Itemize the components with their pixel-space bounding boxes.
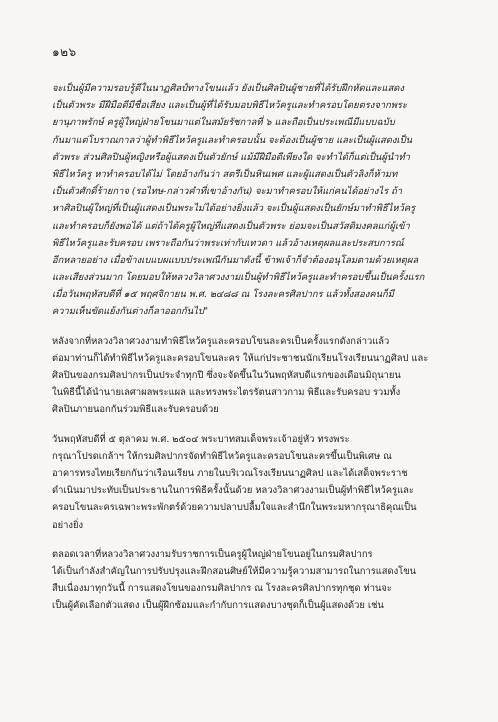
text-line: และเสียงส่วนมาก โดยมอบให้หลวงวิลาศวงงามเป็นผู้ทำพิธีไหว้ครูและทำครอบขึ้นเป็นครั้งแรก [52, 272, 425, 284]
text-line: และทำครอบก็ยังพอได้ แต่ถ้าได้ครูผู้ใหญ่ที่แสดงเป็นตัวพระ ย่อมจะเป็นสวัสดิมงคลแก่ผู้เข้า [52, 220, 410, 232]
text-line: สืบเนื่องมาทุกวันนี้ การแสดงโขนของกรมศิลปากร ณ โรงละครศิลปากรทุกชุด ท่านจะ [52, 583, 392, 595]
paragraph-gap [52, 534, 457, 546]
body-text [52, 80, 457, 614]
text-line: อาคารทรงไทยเรียกกันว่าเรือนเรียน ภายในบริเวณโรงเรียนนาฏศิลป และได้เสด็จพระราช [52, 467, 408, 479]
text-line: ในพิธีนี้ได้นำนายเลศาผลพระแผล และทรงพระไตรรัตนสาวกาม พิธีและรับครอบ รวมทั้ง [52, 387, 401, 399]
text-line: พิธีไหว้ครู หาทำครอบได้ไม่ โดยอ้างกันว่า สตรีเป็นหินเพศ และผู้แสดงเป็นตัวลิงก็ห้ามท [52, 168, 398, 180]
text-line: ได้เป็นกำลังสำคัญในการปรับปรุงและฝึกสอนศิษย์ให้มีความรู้ความสามารถในการแสดงโขน [52, 565, 417, 577]
text-line: ศิลปินภายนอกกันร่วมพิธีและรับครอบด้วย [52, 404, 219, 416]
text-line: จะเป็นผู้มีความรอบรู้ดีในนาฏศิลป์ทางโขนแล้ว ยังเป็นศิลปินผู้ชายที่ได้รับฝึกหัดและแสดง [52, 83, 404, 94]
text-line: เป็นตัวศักดิ์ร้ายกาจ (รอไทษ-กล่าวคำที่เขาอ้างกัน) จะมาทำครอบให้แก่คนได้อย่างไร ถ้า [52, 186, 403, 198]
text-line: ความเห็นขัดแย้งกันต่างก็ลาออกกันไป" [52, 306, 209, 318]
text-line: วันพฤหัสบดีที่ ๕ ตุลาคม พ.ศ. ๒๕๐๔ พระบาทสมเด็จพระเจ้าอยู่หัว ทรงพระ [52, 433, 350, 445]
paragraph-gap [52, 419, 457, 431]
text-line: ดำเนินมาประทับเป็นประธานในการพิธีครั้งนั้นด้วย หลวงวิลาศวงงามเป็นผู้ทำพิธีไหว้ครูและ [52, 485, 414, 497]
paragraph [52, 333, 457, 419]
page-number: ๑๒๖ [52, 45, 77, 59]
text-line: ตลอดเวลาที่หลวงวิลาศวงงามรับราชการเป็นครูผู้ใหญ่ฝ่ายโขนอยู่ในกรมศิลปากร [52, 548, 373, 560]
text-line: กันมาแต่โบราณกาลว่าผู้ทำพิธีไหว้ครูและทำครอบนั้น จะต้องเป็นผู้ชาย และเป็นผู้แสดงเป็น [52, 134, 412, 146]
text-line: เมื่อวันพฤหัสบดีที่ ๑๕ พฤศจิกายน พ.ศ. ๒๔๘๘ ณ โรงละครศิลปากร แล้วทั้งสองคนก็มี [52, 289, 394, 301]
text-line: หาศิลปินผู้ใหญ่ที่เป็นผู้แสดงเป็นพระไม่ได้อย่างยิ่งแล้ว จะเป็นผู้แสดงเป็นยักษ์มาทำพิธีไหว้ครู [52, 203, 416, 215]
text-line: กรุณาโปรดเกล้าฯ ให้กรมศิลปากรจัดทำพิธีไหว้ครูและครอบโขนละครขึ้นเป็นพิเศษ ณ [52, 450, 392, 462]
text-line: ตัวพระ ส่วนศิลปินผู้หญิงหรือผู้แสดงเป็นตัวยักษ์ แม้มีฝีมือดีเพียงใด จะทำได้ก็แต่เป็นผู้นำทำ [52, 151, 410, 163]
paragraph-gap [52, 321, 457, 333]
text-line: ศิลปินของกรมศิลปากรเป็นประจำทุกปี ซึ่งจะจัดขึ้นในวันพฤหัสบดีแรกของเดือนมิถุนายน [52, 370, 401, 381]
paragraph [52, 431, 457, 534]
text-line: พิธีไหว้ครูและรับครอบ เพราะถือกันว่าพระเท่ากับเทวดา แล้วอ้างเหตุผลและประสบการณ์ [52, 237, 404, 249]
text-line: อีกหลายอย่าง เมื่อข้างเบแบผแบบประเพณีกันมาดังนี้ ข้าพเจ้าก็จำต้องอนุโลมตามด้วยเหตุผล [52, 254, 419, 266]
text-line: ครอบโขนละครเฉพาะพระพักตร์ด้วยความปลาบปลื้มใจและสำนึกในพระมหากรุณาธิคุณเป็น [52, 502, 417, 514]
text-line: ต่อมาท่านก็ได้ทำพิธีไหว้ครูและครอบโขนละคร ให้แก่ประชาชนนักเรียนโรงเรียนนาฏศิลป และ [52, 352, 429, 364]
text-line: อย่างยิ่ง [52, 519, 84, 531]
text-line: ยานุภาพรักษ์ ครูผู้ใหญ่ฝ่ายโขนมาแต่ในสมัยรัชกาลที่ ๖ และถือเป็นประเพณีมีแบบฉบับ [52, 117, 395, 129]
paragraph [52, 546, 457, 615]
paragraph [52, 80, 457, 321]
text-line: เป็นผู้คัดเลือกตัวแสดง เป็นผู้ฝึกซ้อมและกำกับการแสดงบางชุดก็เป็นผู้แสดงด้วย เช่น [52, 600, 384, 612]
text-line: หลังจากที่หลวงวิลาศวงงามทำพิธีไหว้ครูและครอบโขนละครเป็นครั้งแรกดังกล่าวแล้ว [52, 335, 390, 347]
text-line: เป็นตัวพระ มีฝีมือดีมีชื่อเสียง และเป็นผู้ที่ได้รับมอบพิธีไหว้ครูและทำครอบโดยตรงจากพระ [52, 100, 408, 112]
